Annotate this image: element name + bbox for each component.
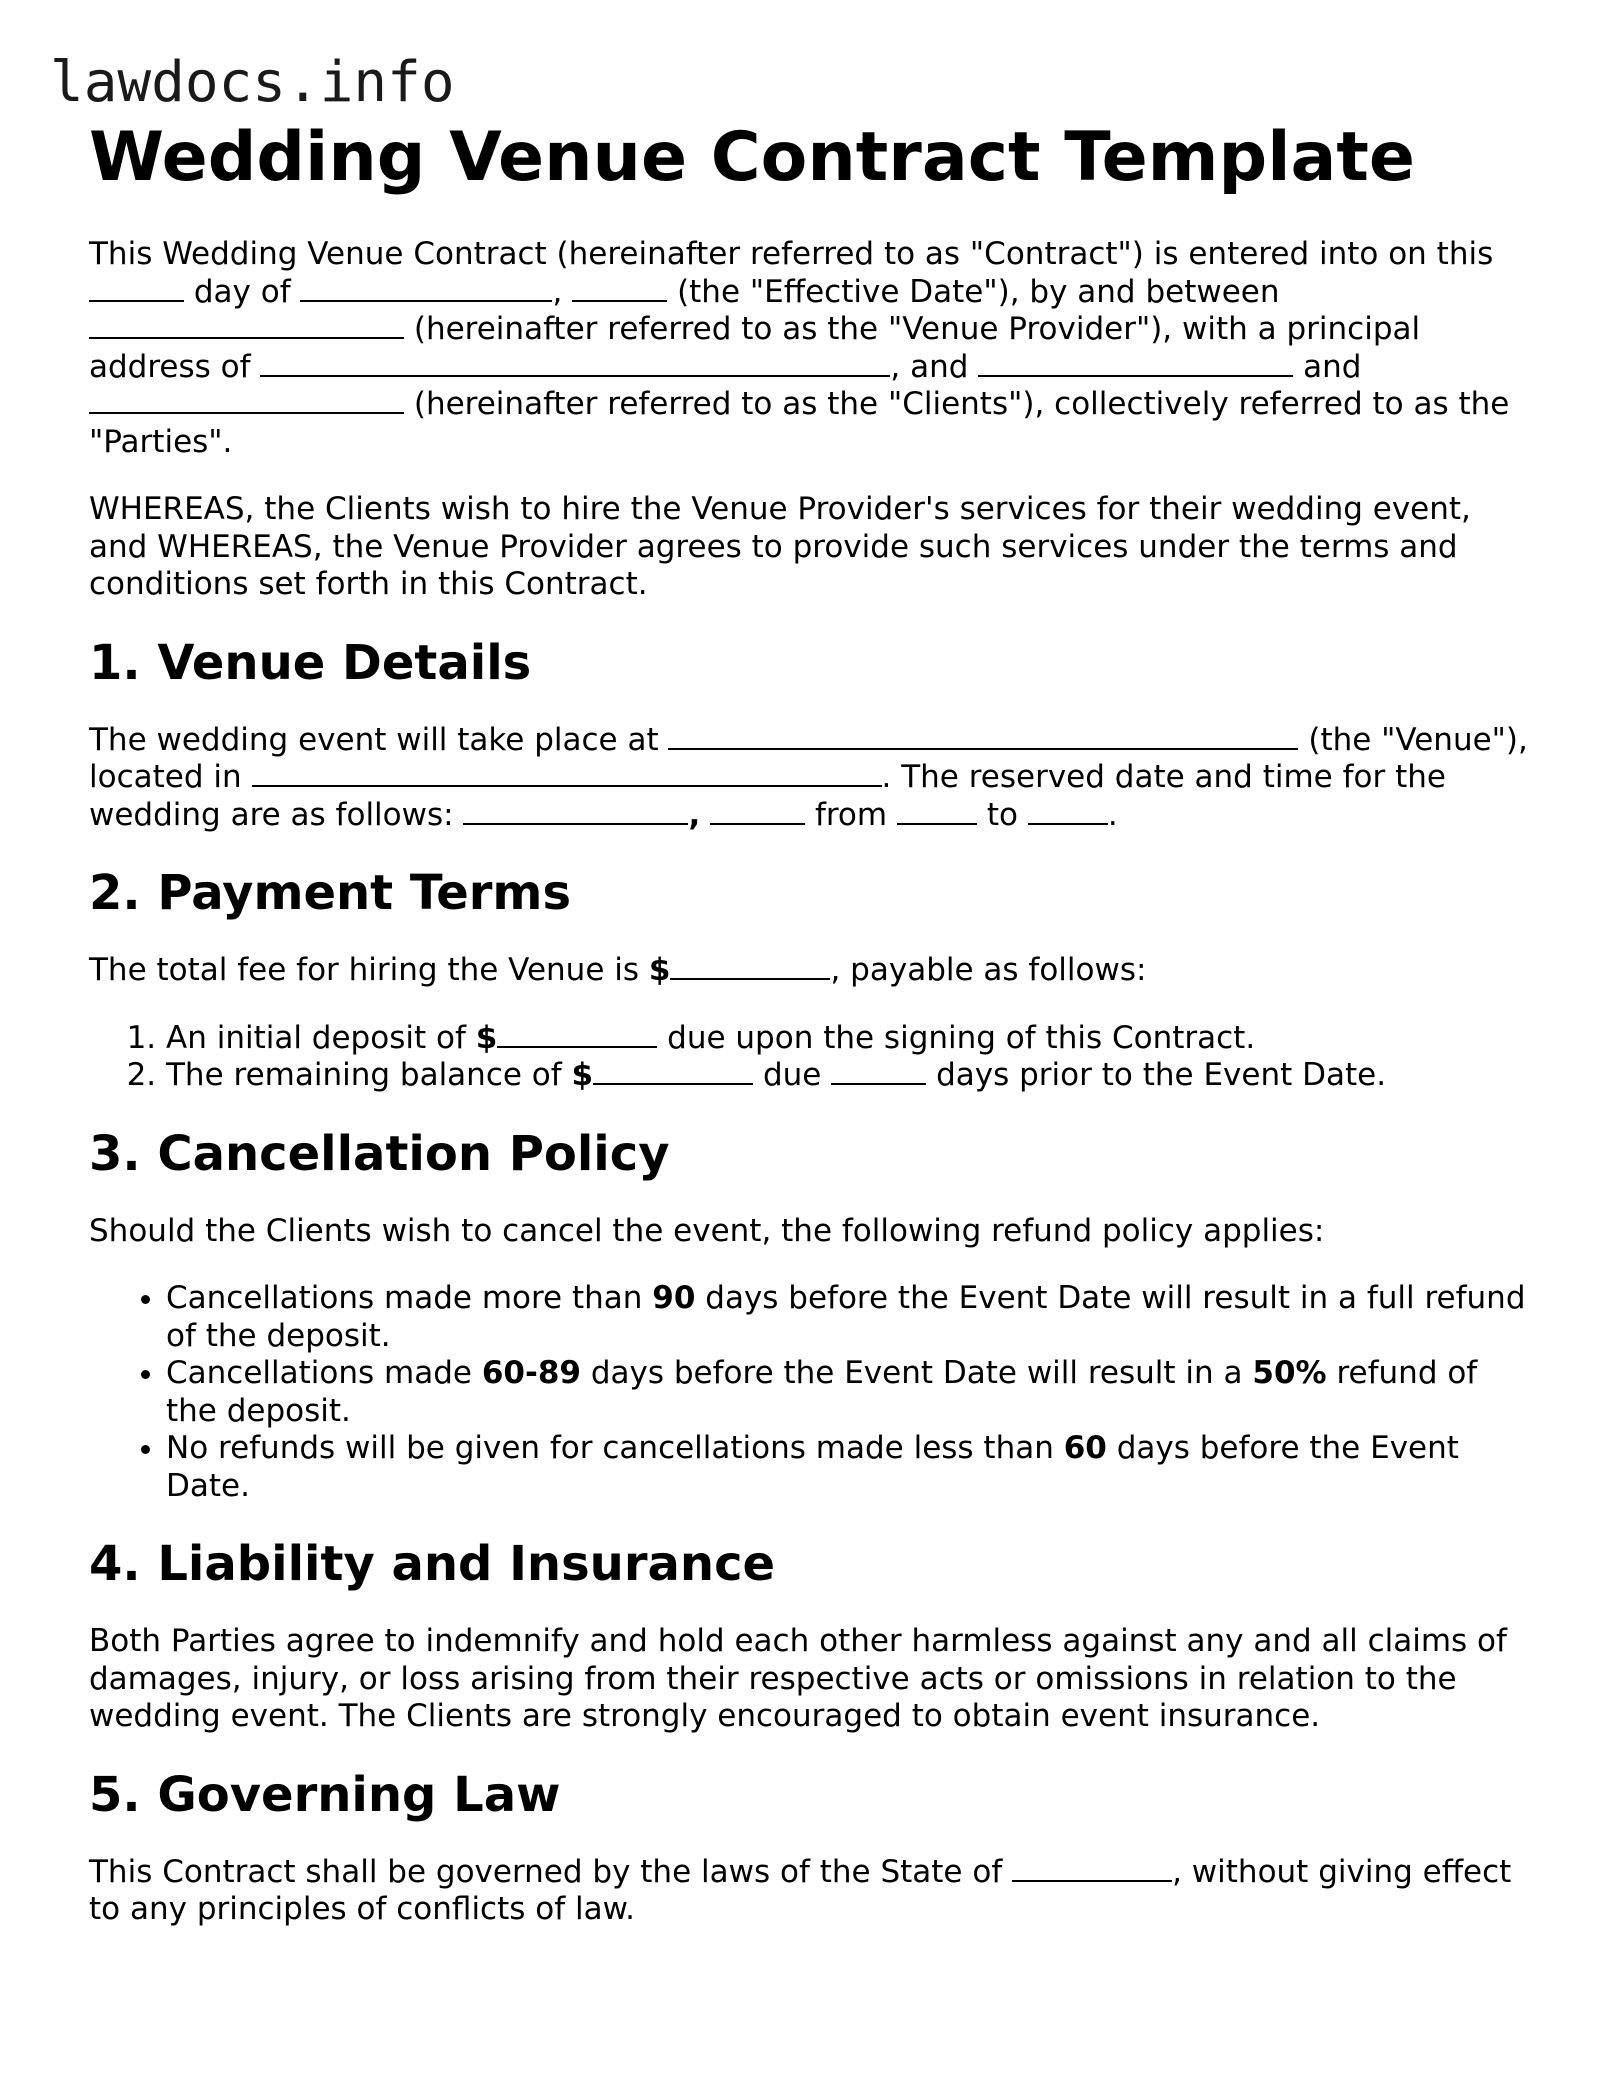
site-watermark: lawdocs.info [50,50,455,115]
contract-document [89,118,1529,1959]
year-blank[interactable] [572,274,667,302]
intro-paragraph: This Wedding Venue Contract (hereinafter referred to as "Contract") is entered into on this day of , (the "Effective Date"), by and between (hereinafter referred to as the "Venue Provider"), with a principal address of , and and (hereinafter referred to as the "Clients"), collectively referred to as the "Parties". [89,236,1510,460]
event-date-blank[interactable] [463,797,688,825]
governing-law-paragraph: This Contract shall be governed by the laws of the State of , without giving effect to any principles of conflicts of law. [89,1853,1512,1927]
client-one-blank[interactable] [978,349,1293,377]
list-item: 2. The remaining balance of $ due days prior to the Event Date. [166,1057,1529,1095]
day-blank[interactable] [89,274,184,302]
payment-schedule-list [89,1020,1529,1095]
month-blank[interactable] [300,274,552,302]
client-two-blank[interactable] [89,386,404,414]
list-item: • Cancellations made more than 90 days before the Event Date will result in a full refund of the deposit. [166,1280,1529,1355]
payment-terms-paragraph: The total fee for hiring the Venue is $ , payable as follows: [89,952,1147,988]
cancellation-intro: Should the Clients wish to cancel the event, the following refund policy applies: [89,1212,1325,1249]
list-item: • No refunds will be given for cancellations made less than 60 days before the Event Date. [166,1430,1529,1505]
end-time-blank[interactable] [1028,797,1108,825]
state-blank[interactable] [1012,1854,1172,1882]
balance-amount-blank[interactable] [593,1057,753,1085]
principal-address-blank[interactable] [260,349,890,377]
venue-details-heading: 1. Venue Details [89,634,532,691]
governing-law-heading: 5. Governing Law [89,1766,561,1823]
venue-details-paragraph: The wedding event will take place at (the "Venue"), located in . The reserved date and time for the wedding are as follows: , from to . [89,721,1528,833]
whereas-paragraph: WHEREAS, the Clients wish to hire the Venue Provider's services for their wedding event, and WHEREAS, the Venue Provider agrees to provide such services under the terms and conditions set forth in this Contract. [89,491,1471,602]
venue-location-blank[interactable] [252,759,882,787]
balance-days-blank[interactable] [831,1057,926,1085]
cancellation-policy-heading: 3. Cancellation Policy [89,1125,670,1182]
start-time-blank[interactable] [897,797,977,825]
liability-paragraph: Both Parties agree to indemnify and hold each other harmless against any and all claims of damages, injury, or loss arising from their respective acts or omissions in relation to the wedding event. The Clients are strongly encouraged to obtain event insurance. [89,1623,1507,1734]
liability-heading: 4. Liability and Insurance [89,1536,776,1592]
venue-name-blank[interactable] [668,722,1298,750]
list-item: 1. An initial deposit of $ due upon the signing of this Contract. [166,1020,1529,1058]
payment-terms-heading: 2. Payment Terms [89,865,572,921]
event-year-blank[interactable] [710,797,805,825]
list-item: • Cancellations made 60-89 days before the Event Date will result in a 50% refund of the deposit. [166,1355,1529,1430]
document-title: Wedding Venue Contract Template [89,118,1416,197]
venue-provider-name-blank[interactable] [89,311,404,339]
cancellation-list [89,1280,1529,1505]
total-fee-blank[interactable] [670,952,830,980]
deposit-amount-blank[interactable] [497,1020,657,1048]
